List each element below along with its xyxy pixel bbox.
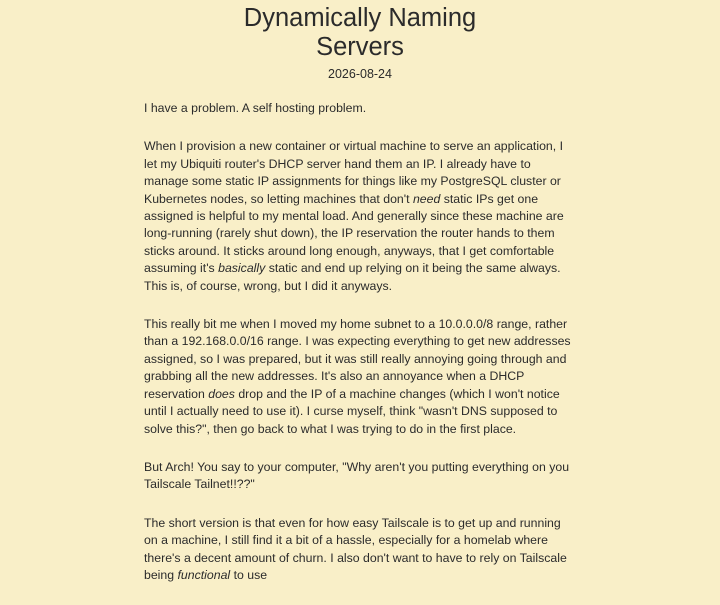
paragraph-4 [144,459,576,494]
paragraph-text: When I provision a new container or virtual machine to serve an application, I let my Ubiquiti router's DHCP server hand them an IP. I already have to manage some static IP assignments for things like my PostgreSQL cluster or Kubernetes nodes, so letting machines that don't [144,139,563,206]
emphasis-text: need [412,191,441,206]
post-header [0,0,720,81]
paragraph-text: static IPs get one assigned is helpful to my mental load. And generally since these machine are long-running (rarely shut down), the IP reservation the router hands to them sticks around. It sticks around long enough, anyways, that I get comfortable assuming it's [144,191,564,276]
emphasis-text: does [208,386,235,401]
post-title-line2: Servers [316,33,404,61]
paragraph-text: The short version is that even for how easy Tailscale is to get up and running on a machine, I still find it a bit of a hassle, especially for a homelab where there's a decent amount of churn. I also don't want to have to rely on Tailscale being [144,515,567,582]
paragraph-text: static and end up relying on it being the same always. This is, of course, wrong, but I did it anyways. [144,261,561,293]
paragraph-2 [144,138,576,295]
post-title-line1: Dynamically Naming [243,4,477,32]
paragraph-1 [144,100,576,117]
paragraph-text: This really bit me when I moved my home subnet to a 10.0.0.0/8 range, rather than a 192.168.0.0/16 range. I was expecting everything to get new addresses assigned, so I was prepared, but it was still really annoying going through and grabbing all the new addresses. It's also an annoyance when a DHCP reservation [144,317,571,401]
paragraph-text: to use [230,567,268,582]
post-body [144,100,576,605]
emphasis-text: functional [177,567,231,582]
paragraph-text: I have a problem. A self hosting problem. [144,101,367,115]
post-date: 2026-08-24 [328,67,392,81]
paragraph-3 [144,316,576,438]
post-title [230,4,490,62]
paragraph-5 [144,515,576,585]
emphasis-text: basically [218,261,266,276]
paragraph-text: But Arch! You say to your computer, "Why aren't you putting everything on you Tailscale Tailnet!!??" [144,459,570,492]
paragraph-text: drop and the IP of a machine changes (which I won't notice until I actually need to use it). I curse myself, think "wasn't DNS supposed to solve this?", then go back to what I was trying to do in the first place. [144,386,560,436]
